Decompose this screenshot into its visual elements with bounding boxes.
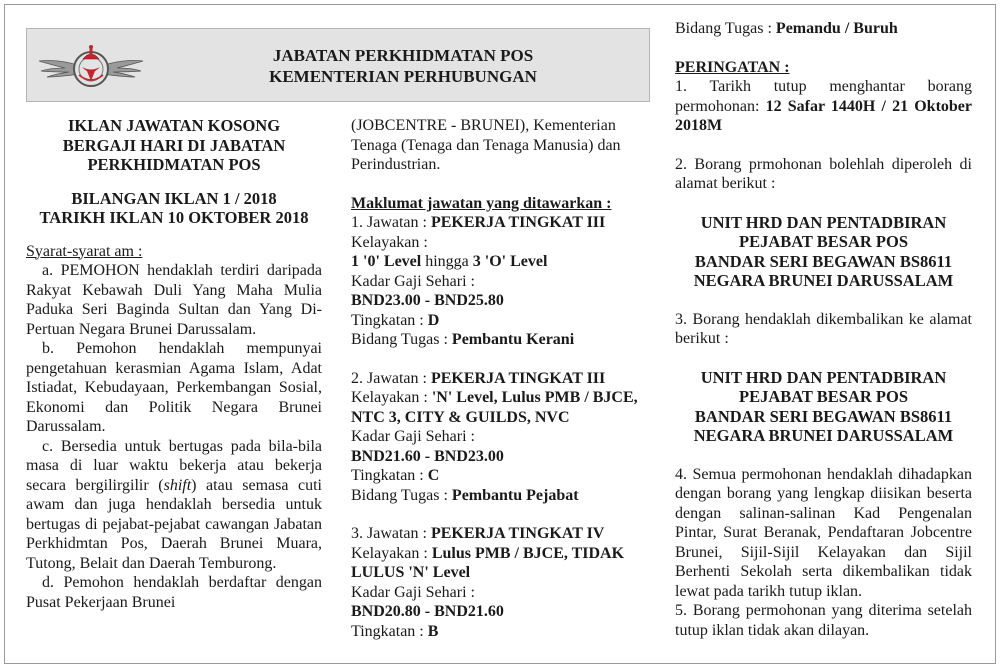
notice-reference: [26, 189, 322, 228]
column-left: [26, 116, 322, 612]
pay-range: BND20.80 - BND21.60: [351, 603, 504, 620]
warning-1: [675, 77, 972, 136]
duty-value: Pemandu / Buruh: [775, 20, 898, 37]
grade-value: C: [427, 467, 440, 484]
qualification-label: Kelayakan :: [351, 389, 432, 406]
address-line-4: NEGARA BRUNEI DARUSSALAM: [693, 271, 954, 290]
grade-label: Tingkatan :: [351, 622, 428, 640]
requirement-d-continued: (JOBCENTRE - BRUNEI), Kementerian Tenaga (Tenaga dan Tenaga Manusia) dan Perindustrian.: [351, 117, 621, 173]
grade-label: Tingkatan :: [351, 467, 428, 484]
job-title: PEKERJA TINGKAT IV: [430, 525, 605, 542]
qualification-max: 3 'O' Level: [472, 253, 548, 270]
jobs-heading: Maklumat jawatan yang ditawarkan :: [351, 194, 612, 212]
qualification-value: Lulus PMB / BJCE, TIDAK LULUS 'N' Level: [351, 544, 625, 581]
warning-4: 4. Semua permohonan hendaklah dihadapkan dengan borang yang lengkap diisikan beserta dengan salinan-salinan Kad Pengenalan Pintar, Surat Beranak, Pendaftaran Jobcentre Brunei, Sijil-Sijil Kelayakan dan Sijil Berhenti Sekolah serta dikembalikan tidak lewat pada tarikh tutup iklan.: [675, 465, 972, 600]
job-title: PEKERJA TINGKAT III: [430, 369, 606, 387]
qualification-label: Kelayakan :: [351, 544, 432, 562]
address-line-1: UNIT HRD DAN PENTADBIRAN: [700, 212, 947, 232]
pay-label: Kadar Gaji Sehari :: [351, 428, 475, 445]
grade-label: Tingkatan :: [351, 311, 428, 329]
warning-3: 3. Borang hendaklah dikembalikan ke alamat berikut :: [675, 310, 972, 347]
requirement-d: d. Pemohon hendaklah berdaftar dengan Pusat Pekerjaan Brunei: [26, 574, 322, 611]
duty-label: Bidang Tugas :: [351, 486, 452, 504]
notice-date: TARIKH IKLAN 10 OKTOBER 2018: [39, 208, 309, 227]
header-banner: [26, 28, 650, 102]
grade-value: D: [427, 311, 440, 329]
job-title-label: 3. Jawatan :: [351, 525, 431, 542]
job-title-label: 1. Jawatan :: [351, 214, 431, 231]
job-3: [351, 524, 647, 641]
address-line-4: NEGARA BRUNEI DARUSSALAM: [693, 426, 954, 445]
pay-range: BND21.60 - BND23.00: [351, 447, 504, 465]
qualification-value: 'N' Level, Lulus PMB / BJCE, NTC 3, CITY & GUILDS, NVC: [351, 389, 638, 426]
duty-value: Pembantu Pejabat: [451, 486, 579, 504]
title-line-1: IKLAN JAWATAN KOSONG: [67, 116, 281, 135]
address-line-3: BANDAR SERI BEGAWAN BS8611: [694, 251, 953, 271]
duty-label: Bidang Tugas :: [351, 331, 452, 348]
address-obtain: [675, 213, 972, 291]
requirement-c-text-2: ) atau semasa cuti awam dan juga hendaklah bersedia untuk bertugas di pejabat-pejabat cawangan Jabatan Perkhidmtan Pos, Daerah Brunei Muara, Tutong, Belait dan Daerah Temburong.: [26, 476, 323, 572]
closing-date: 12 Safar 1440H / 21 Oktober 2018M: [675, 97, 973, 134]
header-line-1: JABATAN PERKHIDMATAN POS: [272, 46, 534, 65]
column-right: [675, 19, 972, 640]
pay-range: BND23.00 - BND25.80: [351, 292, 504, 309]
header-title: [167, 45, 639, 87]
requirement-c-text-1: c. Bersedia untuk bertugas pada bila-bila masa di luar waktu bekerja atau bekerja secara bergilirgilir (: [26, 437, 322, 494]
requirement-c: [26, 437, 322, 574]
duty-value: Pembantu Kerani: [451, 331, 575, 348]
grade-value: B: [427, 622, 439, 640]
notice-number: BILANGAN IKLAN 1 / 2018: [71, 188, 277, 208]
address-line-3: BANDAR SERI BEGAWAN BS8611: [694, 406, 953, 426]
notice-title: [26, 116, 322, 175]
postal-emblem-icon: [35, 35, 147, 97]
requirements-heading: Syarat-syarat am :: [26, 242, 143, 260]
address-line-2: PEJABAT BESAR POS: [738, 232, 908, 251]
warning-5: 5. Borang permohonan yang diterima setelah tutup iklan tidak akan dilayan.: [675, 602, 972, 639]
pay-label: Kadar Gaji Sehari :: [351, 583, 475, 601]
header-line-2: KEMENTERIAN PERHUBUNGAN: [269, 67, 537, 86]
column-middle: [351, 116, 647, 641]
closing-date-label: 1. Tarikh tutup menghantar borang permohonan:: [675, 78, 972, 115]
job-2: [351, 369, 647, 506]
duty-label: Bidang Tugas :: [675, 20, 776, 37]
requirement-c-italic: shift: [163, 476, 192, 494]
qualification-connector: hingga: [421, 253, 473, 270]
title-line-3: PERKHIDMATAN POS: [87, 155, 261, 174]
job-title: PEKERJA TINGKAT III: [430, 214, 606, 231]
warning-heading: PERINGATAN :: [675, 58, 790, 76]
warning-2: 2. Borang prmohonan bolehlah diperoleh di alamat berikut :: [675, 155, 972, 192]
requirement-a: a. PEMOHON hendaklah terdiri daripada Rakyat Kebawah Duli Yang Maha Mulia Paduka Seri Baginda Sultan dan Yang Di-Pertuan Negara Brunei Darussalam.: [26, 262, 322, 338]
qualification-label: Kelayakan :: [351, 233, 428, 251]
job-title-label: 2. Jawatan :: [351, 369, 431, 387]
address-line-1: UNIT HRD DAN PENTADBIRAN: [700, 367, 947, 387]
pay-label: Kadar Gaji Sehari :: [351, 272, 475, 290]
title-line-2: BERGAJI HARI DI JABATAN: [62, 135, 286, 155]
job-1: [351, 213, 647, 350]
qualification-min: 1 '0' Level: [351, 253, 422, 270]
requirement-b: b. Pemohon hendaklah mempunyai pengetahuan kerasmian Agama Islam, Adat Istiadat, Kebudayaan, Perkembangan Sosial, Ekonomi dan Politik Negara Brunei Darussalam.: [26, 340, 322, 435]
address-return: [675, 368, 972, 446]
address-line-2: PEJABAT BESAR POS: [738, 387, 908, 406]
